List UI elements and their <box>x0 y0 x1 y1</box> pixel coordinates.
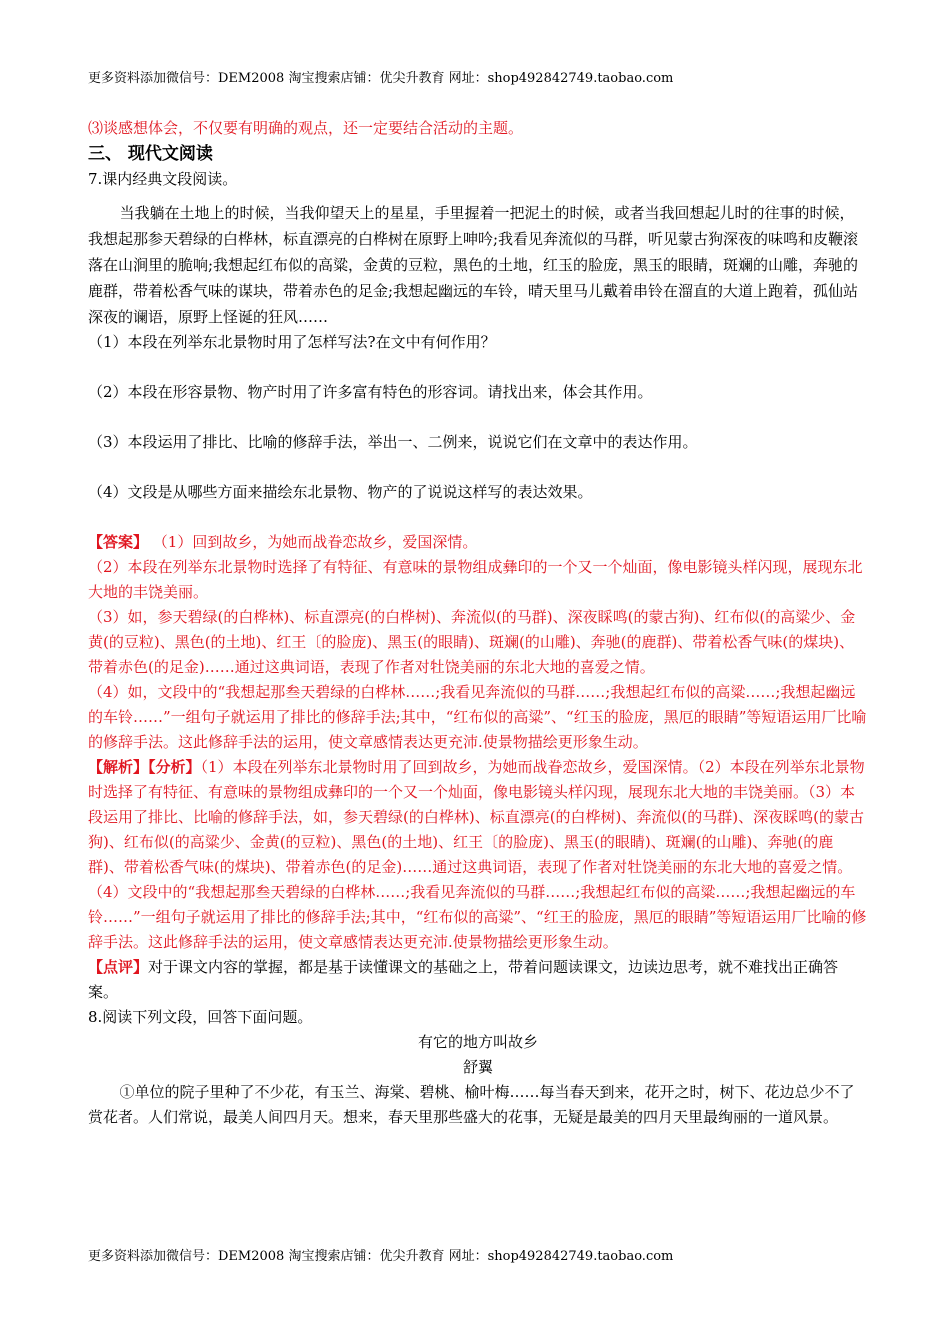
comment-block <box>88 955 868 1005</box>
analysis-block <box>88 755 868 955</box>
article-paragraph-1: ①单位的院子里种了不少花，有玉兰、海棠、碧桃、榆叶梅……每当春天到来，花开之时，树下、花边总少不了赏花者。人们常说，最美人间四月天。想来，春天里那些盛大的花事，无疑是最美的四月天里最绚丽的一道风景。 <box>88 1083 855 1126</box>
q7-passage: 当我躺在土地上的时候，当我仰望天上的星星，手里握着一把泥土的时候，或者当我回想起儿时的往事的时候，我想起那参天碧绿的白桦林，标直漂亮的白桦树在原野上呻吟;我看见奔流似的马群，听见蒙古狗深夜的味鸣和皮鞭滚落在山涧里的脆响;我想起红布似的高粱，金黄的豆粒，黑色的土地，红玉的脸庞，黑玉的眼睛，斑斓的山雕，奔驰的鹿群，带着松香气味的谋块，带着赤色的足金;我想起幽远的车铃，晴天里马儿戴着串铃在溜直的大道上跑着，孤仙站深夜的谰语，原野上怪诞的狂风…… <box>88 204 859 326</box>
intro-note: ⑶谈感想体会，不仅要有明确的观点，还一定要结合活动的主题。 <box>88 119 524 137</box>
article-author: 舒翼 <box>462 1058 493 1076</box>
article-title: 有它的地方叫故乡 <box>417 1033 538 1051</box>
q7-question-1: （1）本段在列举东北景物时用了怎样写法?在文中有何作用？ <box>88 333 496 351</box>
answer-3: （3）如，参天碧绿(的白桦林)、标直漂亮(的白桦树)、奔流似(的马群)、深夜睬鸣(的蒙古狗)、红布似(的高粱少、金黄(的豆粒)、黑色(的土地)、红王〔的脸庞)、黑玉(的眼睛)、斑斓(的山雕)、奔驰(的鹿群)、带着松香气味(的煤块)、带着赤色(的足金)……通过这典词语，表现了作者对牡饶美丽的东北大地的喜爱之情。 <box>88 608 856 676</box>
analysis-text: （1）本段在列举东北景物时用了回到故乡，为她而战眷恋故乡，爱国深情。（2）本段在列举东北景物时选择了有特征、有意味的景物组成彝印的一个又一个灿面，像电影镜头样闪现，展现东北大地的丰饶美丽。（3）本段运用了排比、比喻的修辞手法，如，参天碧绿(的白桦林)、标直漂亮(的白桦树)、奔流似(的马群)、深夜睬鸣(的蒙古狗)、红布似(的高粱少、金黄(的豆粒)、黑色(的土地)、红王〔的脸庞)、黑玉(的眼睛)、斑斓(的山雕)、奔驰(的鹿群)、带着松香气味(的煤块)、带着赤色(的足金)……通过这典词语，表现了作者对牡饶美丽的东北大地的喜爱之情。（4）文段中的“我想起那叁天碧绿的白桦林……;我看见奔流似的马群……;我想起红布似的高粱……;我想起幽远的车铃……”一组句子就运用了排比的修辞手法;其中，“红布似的高粱”、“红王的脸庞，黑厄的眼睛”等短语运用厂比喻的修辞手法。这此修辞手法的运用，使文章感情表达更充沛.使景物描绘更形象生动。 <box>88 758 867 951</box>
section-title: 三、 现代文阅读 <box>88 144 213 164</box>
q8-title: 8.阅读下列文段，回答下面问题。 <box>88 1008 313 1026</box>
answer-label: 【答案】 <box>88 533 149 551</box>
answer-2: （2）本段在列举东北景物时选择了有特征、有意味的景物组成彝印的一个又一个灿面，像电影镜头样闪现，展现东北大地的丰饶美丽。 <box>88 558 863 601</box>
analysis-label: 【解析】【分析】 <box>88 758 201 776</box>
answer-1: （1）回到故乡，为她而战眷恋故乡，爱国深情。 <box>152 533 478 551</box>
q7-title: 7.课内经典文段阅读。 <box>88 170 238 188</box>
page-header: 更多资料添加微信号：DEM2008 淘宝搜索店铺：优尖升教育 网址：shop492842749.taobao.com <box>88 71 674 86</box>
comment-label: 【点评】 <box>88 958 149 976</box>
answer-4: （4）如，文段中的“我想起那叁天碧绿的白桦林……;我看见奔流似的马群……;我想起红布似的高粱……;我想起幽远的车铃……”一组句子就运用了排比的修辞手法;其中，“红布似的高粱”、“红玉的脸庞，黑厄的眼睛”等短语运用厂比喻的修辞手法。这此修辞手法的运用，使文章感情表达更充沛.使景物描绘更形象生动。 <box>88 683 867 751</box>
answer-block-1 <box>88 530 868 555</box>
q7-question-2: （2）本段在形容景物、物产时用了许多富有特色的形容词。请找出来，体会其作用。 <box>88 383 653 401</box>
q7-question-4: （4）文段是从哪些方面来描绘东北景物、物产的了说说这样写的表达效果。 <box>88 483 593 501</box>
q7-question-3: （3）本段运用了排比、比喻的修辞手法，举出一、二例来，说说它们在文章中的表达作用。 <box>88 433 698 451</box>
comment-text: 对于课文内容的掌握，都是基于读懂课文的基础之上，带着问题读课文，边读边思考，就不难找出正确答案。 <box>88 958 839 1001</box>
page-content <box>88 116 868 1130</box>
page-footer: 更多资料添加微信号：DEM2008 淘宝搜索店铺：优尖升教育 网址：shop492842749.taobao.com <box>88 1249 674 1264</box>
